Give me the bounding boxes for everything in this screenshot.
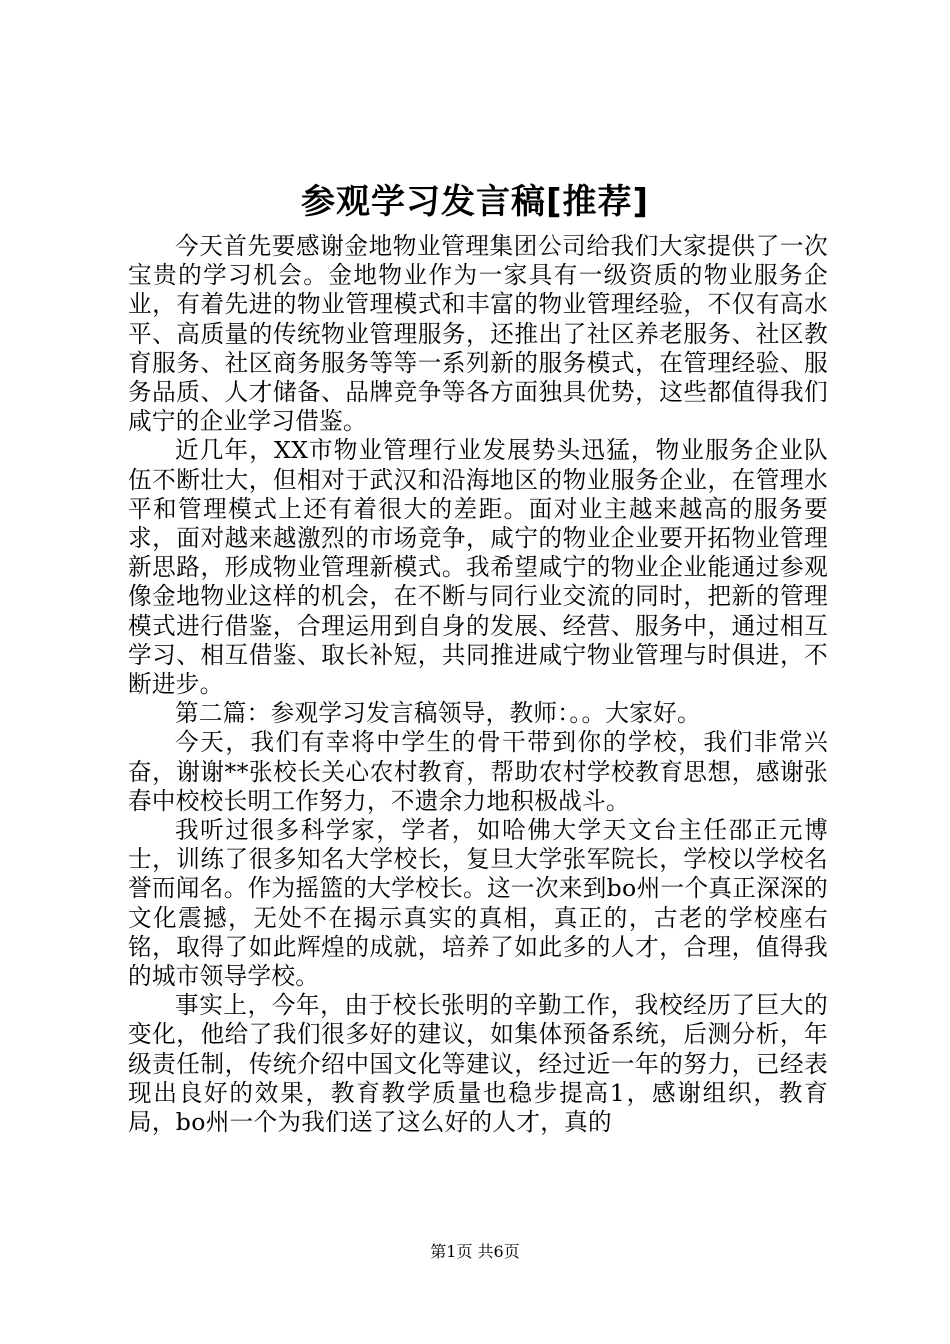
page-number-footer: 第1页 共6页 (430, 1242, 520, 1261)
paragraph: 第二篇：参观学习发言稿领导，教师：。。大家好。 (175, 699, 701, 728)
paragraph: 今天，我们有幸将中学生的骨干带到你的学校，我们非常兴奋，谢谢**张校长关心农村教育，帮助农村学校教育思想，感谢张春中校校长明工作努力，不遗余力地积极战斗。 (128, 728, 828, 815)
paragraph: 事实上，今年，由于校长张明的辛勤工作，我校经历了巨大的变化，他给了我们很多好的建议，如集体预备系统，后测分析，年级责任制，传统介绍中国文化等建议，经过近一年的努力，已经表现出良好的效果，教育教学质量也稳步提高1，感谢组织，教育局，bo州一个为我们送了这么好的人才，真的 (128, 991, 828, 1137)
paragraph: 今天首先要感谢金地物业管理集团公司给我们大家提供了一次宝贵的学习机会。金地物业作为一家具有一级资质的物业服务企业，有着先进的物业管理模式和丰富的物业管理经验，不仅有高水平、高质量的传统物业管理服务，还推出了社区养老服务、社区教育服务、社区商务服务等等一系列新的服务模式，在管理经验、服务品质、人才储备、品牌竞争等各方面独具优势，这些都值得我们咸宁的企业学习借鉴。 (128, 232, 828, 436)
document-title: 参观学习发言稿[推荐] (300, 182, 650, 222)
paragraph: 近几年，XX市物业管理行业发展势头迅猛，物业服务企业队伍不断壮大，但相对于武汉和沿海地区的物业服务企业，在管理水平和管理模式上还有着很大的差距。面对业主越来越高的服务要求，面对越来越激烈的市场竞争，咸宁的物业企业要开拓物业管理新思路，形成物业管理新模式。我希望咸宁的物业企业能通过参观像金地物业这样的机会，在不断与同行业交流的同时，把新的管理模式进行借鉴，合理运用到自身的发展、经营、服务中，通过相互学习、相互借鉴、取长补短，共同推进咸宁物业管理与时俱进，不断进步。 (128, 436, 828, 699)
paragraph: 我听过很多科学家，学者，如哈佛大学天文台主任邵正元博士，训练了很多知名大学校长，复旦大学张军院长，学校以学校名誉而闻名。作为摇篮的大学校长。这一次来到bo州一个真正深深的文化震撼，无处不在揭示真实的真相，真正的，古老的学校座右铭，取得了如此辉煌的成就，培养了如此多的人才，合理，值得我的城市领导学校。 (128, 816, 828, 991)
document-body (128, 232, 828, 1137)
